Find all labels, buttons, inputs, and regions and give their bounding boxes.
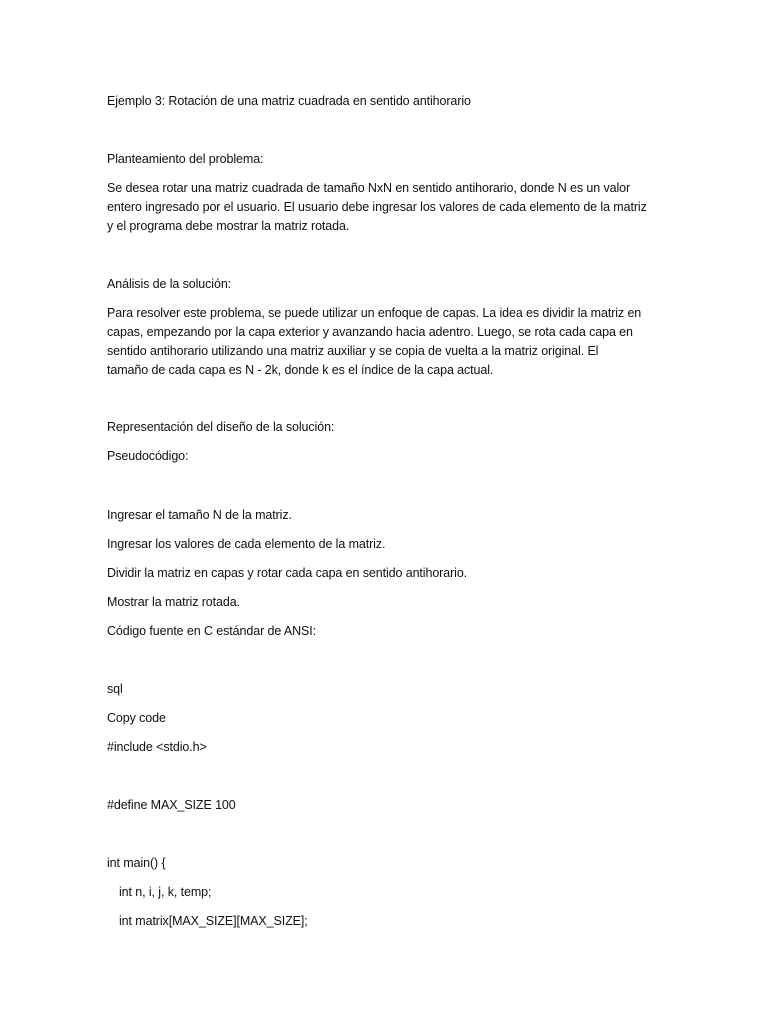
document-title: Ejemplo 3: Rotación de una matriz cuadrada en sentido antihorario: [107, 94, 471, 108]
code-line: int matrix[MAX_SIZE][MAX_SIZE];: [119, 914, 308, 928]
code-language-label: sql: [107, 682, 123, 696]
analysis-paragraph-line: Para resolver este problema, se puede utilizar un enfoque de capas. La idea es dividir la matriz en: [107, 306, 642, 320]
analysis-heading: Análisis de la solución:: [107, 277, 232, 291]
problem-paragraph-line: y el programa debe mostrar la matriz rotada.: [107, 219, 350, 233]
problem-paragraph-line: Se desea rotar una matriz cuadrada de tamaño NxN en sentido antihorario, donde N es un valor: [107, 181, 631, 195]
pseudocode-step: Mostrar la matriz rotada.: [107, 595, 240, 609]
pseudocode-step: Ingresar el tamaño N de la matriz.: [107, 508, 292, 522]
problem-paragraph-line: entero ingresado por el usuario. El usuario debe ingresar los valores de cada elemento de la matriz: [107, 200, 647, 214]
code-line: #define MAX_SIZE 100: [107, 798, 236, 812]
code-line: int main() {: [107, 856, 166, 870]
pseudocode-step: Dividir la matriz en capas y rotar cada capa en sentido antihorario.: [107, 566, 468, 580]
design-heading: Representación del diseño de la solución:: [107, 420, 335, 434]
code-line: #include <stdio.h>: [107, 740, 207, 754]
analysis-paragraph-line: tamaño de cada capa es N - 2k, donde k es el índice de la capa actual.: [107, 363, 494, 377]
analysis-paragraph-line: capas, empezando por la capa exterior y avanzando hacia adentro. Luego, se rota cada capa en: [107, 325, 633, 339]
source-heading: Código fuente en C estándar de ANSI:: [107, 624, 317, 638]
code-line: int n, i, j, k, temp;: [119, 885, 212, 899]
problem-heading: Planteamiento del problema:: [107, 152, 264, 166]
pseudocode-heading: Pseudocódigo:: [107, 449, 189, 463]
copy-code-button[interactable]: Copy code: [107, 711, 166, 725]
analysis-paragraph-line: sentido antihorario utilizando una matriz auxiliar y se copia de vuelta a la matriz original. El: [107, 344, 599, 358]
pseudocode-step: Ingresar los valores de cada elemento de la matriz.: [107, 537, 386, 551]
